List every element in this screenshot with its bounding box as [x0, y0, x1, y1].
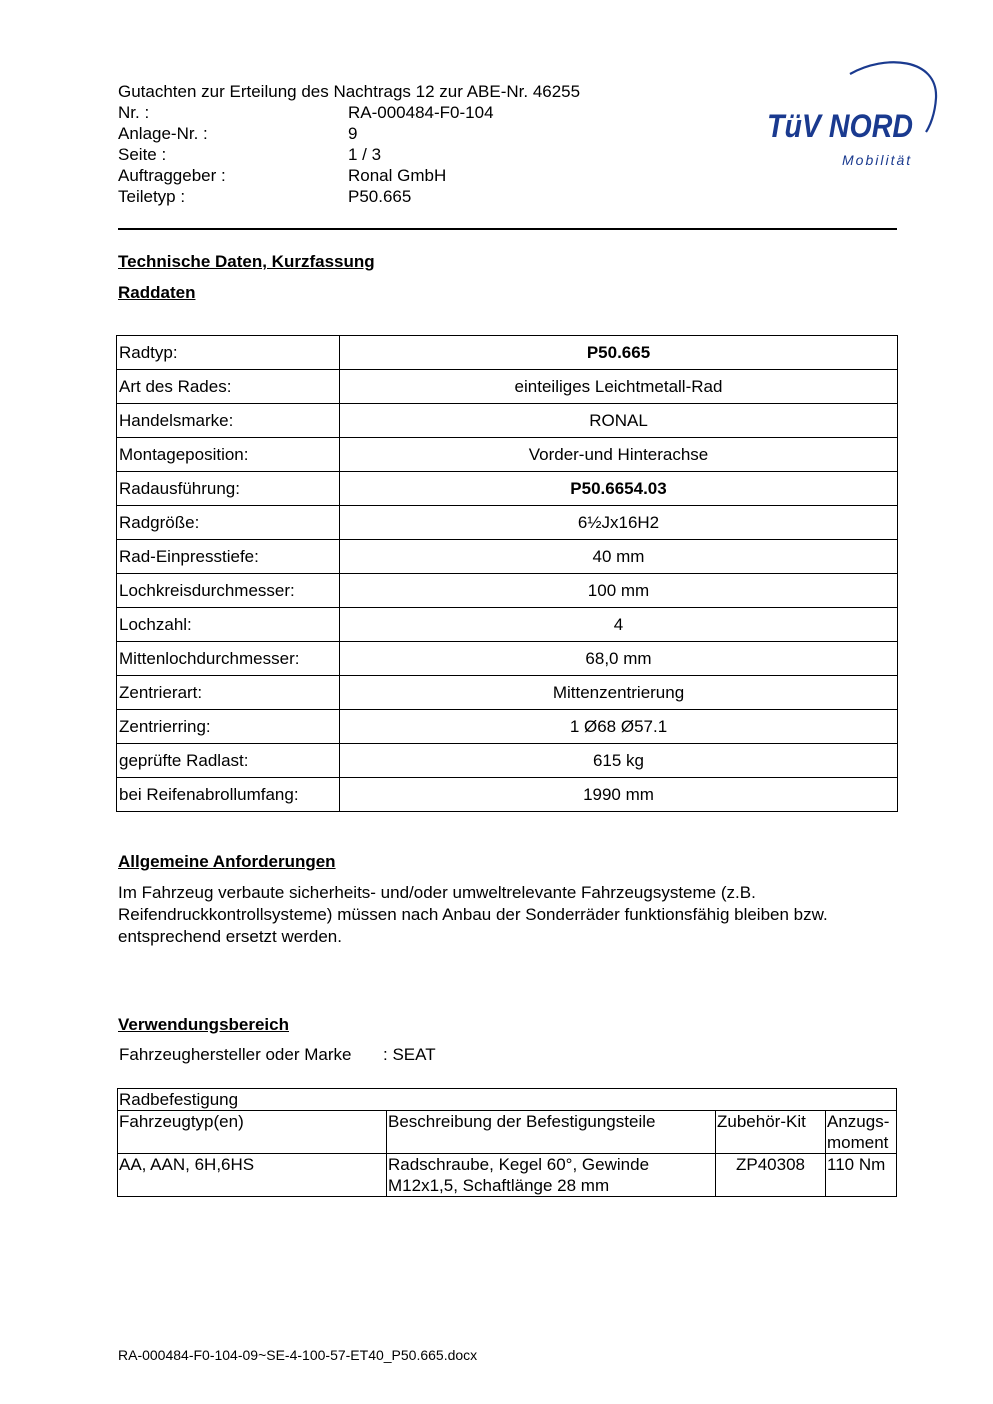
- raddaten-label: Radgröße:: [117, 506, 340, 540]
- header-row-teiletyp: [118, 186, 580, 207]
- column-header-fahrzeugtyp: Fahrzeugtyp(en): [118, 1111, 387, 1154]
- section-heading-allgemeine-anforderungen: Allgemeine Anforderungen: [118, 852, 336, 871]
- header-label: Seite :: [118, 145, 167, 164]
- header-value: RA-000484-F0-104: [348, 103, 494, 122]
- table-row: [117, 404, 898, 438]
- raddaten-value: 1 Ø68 Ø57.1: [340, 710, 898, 744]
- raddaten-label: Montageposition:: [117, 438, 340, 472]
- raddaten-label: Rad-Einpresstiefe:: [117, 540, 340, 574]
- raddaten-label: Radausführung:: [117, 472, 340, 506]
- cell-beschreibung: Radschraube, Kegel 60°, Gewinde M12x1,5, Schaftlänge 28 mm: [387, 1154, 716, 1197]
- header-value: Ronal GmbH: [348, 166, 447, 185]
- cell-anzugsmoment: 110 Nm: [826, 1154, 897, 1197]
- header-label: Auftraggeber :: [118, 166, 226, 185]
- raddaten-value: Vorder-und Hinterachse: [340, 438, 898, 472]
- raddaten-value: 4: [340, 608, 898, 642]
- raddaten-value: 68,0 mm: [340, 642, 898, 676]
- header-row-seite: [118, 144, 580, 165]
- raddaten-value: RONAL: [340, 404, 898, 438]
- logo-subtitle: Mobilität: [842, 152, 913, 168]
- column-header-zubehoer-kit: Zubehör-Kit: [716, 1111, 826, 1154]
- table-row: [117, 370, 898, 404]
- footer-filename: RA-000484-F0-104-09~SE-4-100-57-ET40_P50.665.docx: [118, 1347, 478, 1363]
- section-heading-verwendungsbereich: Verwendungsbereich: [118, 1015, 289, 1034]
- raddaten-label: Zentrierring:: [117, 710, 340, 744]
- cell-zubehoer-kit: ZP40308: [716, 1154, 826, 1197]
- raddaten-value: einteiliges Leichtmetall-Rad: [340, 370, 898, 404]
- raddaten-value: P50.665: [340, 336, 898, 370]
- header-value: P50.665: [348, 187, 412, 206]
- raddaten-label: Radtyp:: [117, 336, 340, 370]
- cell-fahrzeugtyp: AA, AAN, 6H,6HS: [118, 1154, 387, 1197]
- header-row-auftraggeber: [118, 165, 580, 186]
- table-title: Radbefestigung: [118, 1089, 897, 1111]
- raddaten-label: Handelsmarke:: [117, 404, 340, 438]
- table-row: [117, 608, 898, 642]
- header-row-nr: [118, 102, 580, 123]
- radbefestigung-table: [117, 1088, 897, 1197]
- header-label: Nr. :: [118, 103, 150, 122]
- raddaten-value: 100 mm: [340, 574, 898, 608]
- header-value: 9: [348, 124, 358, 143]
- section-heading-technische-daten: Technische Daten, Kurzfassung: [118, 252, 375, 271]
- raddaten-label: bei Reifenabrollumfang:: [117, 778, 340, 812]
- raddaten-label: Mittenlochdurchmesser:: [117, 642, 340, 676]
- raddaten-value: 6½Jx16H2: [340, 506, 898, 540]
- raddaten-value: P50.6654.03: [340, 472, 898, 506]
- document-title: Gutachten zur Erteilung des Nachtrags 12 zur ABE-Nr. 46255: [118, 82, 581, 101]
- fahrzeughersteller-line: [119, 1045, 436, 1065]
- raddaten-label: Zentrierart:: [117, 676, 340, 710]
- document-header: [118, 81, 580, 207]
- raddaten-label: geprüfte Radlast:: [117, 744, 340, 778]
- header-divider: [118, 228, 897, 230]
- table-title-row: [118, 1089, 897, 1111]
- table-row: [117, 472, 898, 506]
- raddaten-value: 1990 mm: [340, 778, 898, 812]
- table-row: [117, 778, 898, 812]
- raddaten-label: Lochkreisdurchmesser:: [117, 574, 340, 608]
- raddaten-value: 615 kg: [340, 744, 898, 778]
- table-row: [117, 744, 898, 778]
- allgemein-paragraph: Im Fahrzeug verbaute sicherheits- und/oder umweltrelevante Fahrzeugsysteme (z.B. Reifendruckkontrollsysteme) müssen nach Anbau der Sonderräder funktionsfähig bleiben bzw. entsprechend ersetzt werden.: [118, 883, 828, 946]
- logo-brand: TüV NORD: [767, 108, 913, 144]
- tuev-nord-logo: [760, 56, 950, 176]
- table-row: [118, 1154, 897, 1197]
- hersteller-value: : SEAT: [383, 1045, 436, 1064]
- header-value: 1 / 3: [348, 145, 382, 164]
- raddaten-label: Lochzahl:: [117, 608, 340, 642]
- table-row: [117, 642, 898, 676]
- column-header-anzugsmoment: Anzugs- moment: [826, 1111, 897, 1154]
- table-row: [117, 336, 898, 370]
- table-header-row: [118, 1111, 897, 1154]
- raddaten-value: Mittenzentrierung: [340, 676, 898, 710]
- table-row: [117, 438, 898, 472]
- table-row: [117, 710, 898, 744]
- table-row: [117, 574, 898, 608]
- table-row: [117, 676, 898, 710]
- header-row-anlage: [118, 123, 580, 144]
- raddaten-label: Art des Rades:: [117, 370, 340, 404]
- column-header-beschreibung: Beschreibung der Befestigungsteile: [387, 1111, 716, 1154]
- table-row: [117, 540, 898, 574]
- section-subheading-raddaten: Raddaten: [118, 283, 196, 302]
- table-row: [117, 506, 898, 540]
- header-label: Teiletyp :: [118, 187, 186, 206]
- raddaten-value: 40 mm: [340, 540, 898, 574]
- raddaten-table: [116, 335, 898, 812]
- hersteller-label: Fahrzeughersteller oder Marke: [119, 1045, 352, 1064]
- header-label: Anlage-Nr. :: [118, 124, 208, 143]
